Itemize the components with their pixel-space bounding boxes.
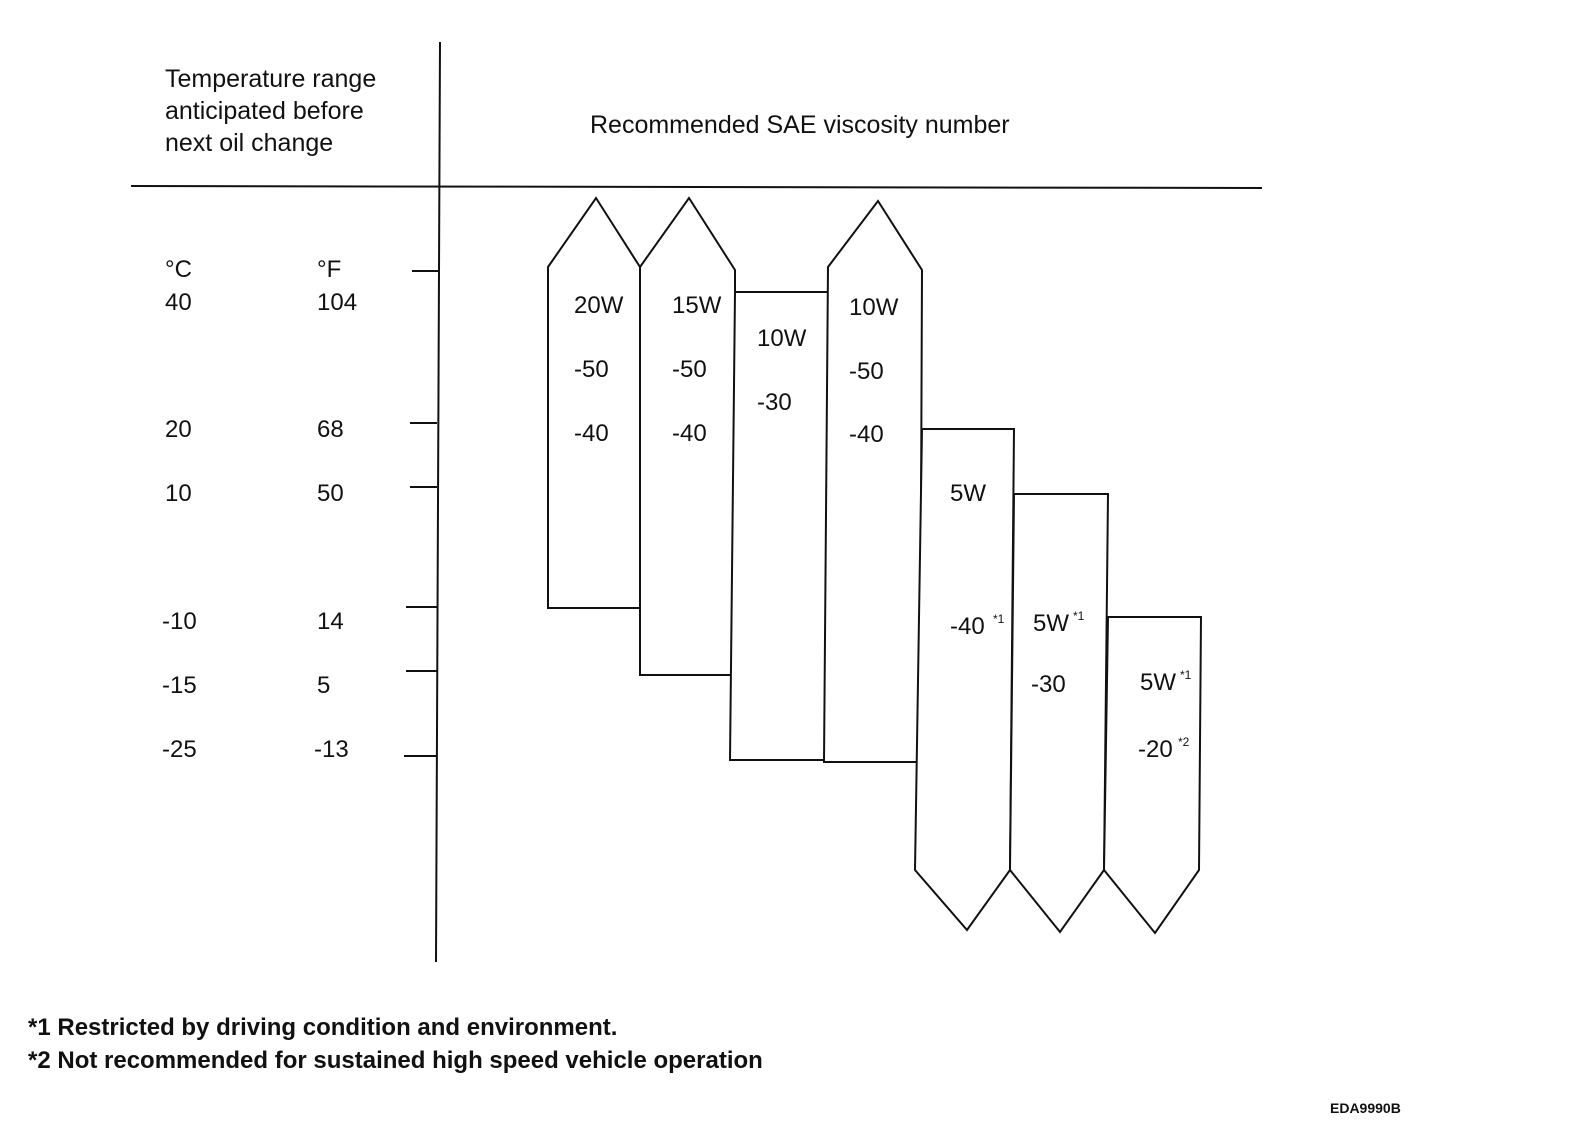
- scale-fahrenheit-104: 104: [317, 289, 358, 316]
- scale-divider-line: [436, 42, 440, 962]
- grade-10w-50: -50: [849, 358, 884, 385]
- grade-5w-20: -20: [1138, 736, 1173, 763]
- grade-10w-base-b: 10W: [849, 294, 899, 321]
- figure-code: EDA9990B: [1330, 1100, 1401, 1116]
- grade-5w-40: -40: [950, 613, 985, 640]
- grade-5w-30-footnote-mark: *1: [1073, 609, 1085, 623]
- temperature-range-header-line-3: next oil change: [165, 129, 334, 157]
- celsius-unit-label: °C: [165, 256, 192, 283]
- scale-fahrenheit-68: 68: [317, 416, 344, 443]
- grade-5w-40-footnote-mark: *1: [993, 612, 1005, 626]
- grade-15w-base: 15W: [672, 292, 722, 319]
- scale-celsius-minus-15: -15: [162, 672, 197, 699]
- grade-20w-50: -50: [574, 356, 609, 383]
- grade-10w-40: -40: [849, 421, 884, 448]
- grade-5w-base-c: 5W: [1140, 669, 1176, 696]
- scale-fahrenheit-5: 5: [317, 672, 331, 699]
- footnote-2: *2 Not recommended for sustained high speed vehicle operation: [28, 1047, 763, 1074]
- footnote-1: *1 Restricted by driving condition and environment.: [28, 1014, 618, 1041]
- temperature-range-header-line-1: Temperature range: [165, 65, 377, 93]
- scale-fahrenheit-14: 14: [317, 608, 344, 635]
- grade-5w-base-b: 5W: [1033, 610, 1069, 637]
- grade-15w-50: -50: [672, 356, 707, 383]
- scale-celsius-10: 10: [165, 480, 192, 507]
- grade-15w-40: -40: [672, 420, 707, 447]
- grade-20w-50-40-range: [548, 198, 640, 608]
- grade-5w-20-footnote-mark-2: *2: [1178, 735, 1190, 749]
- grade-5w-base-a: 5W: [950, 480, 986, 507]
- grade-10w-base-a: 10W: [757, 325, 807, 352]
- grade-10w-50-40-range: [824, 201, 922, 762]
- scale-celsius-20: 20: [165, 416, 192, 443]
- fahrenheit-unit-label: °F: [317, 256, 342, 283]
- temperature-range-header-line-2: anticipated before: [165, 97, 364, 125]
- grade-5w-30: -30: [1031, 671, 1066, 698]
- grade-5w-30-range: [1010, 494, 1108, 932]
- scale-fahrenheit-50: 50: [317, 480, 344, 507]
- scale-celsius-minus-10: -10: [162, 608, 197, 635]
- grade-5w-20-range: [1104, 617, 1201, 933]
- scale-celsius-40: 40: [165, 289, 192, 316]
- grade-5w-20-footnote-mark-1: *1: [1180, 668, 1192, 682]
- grade-20w-base: 20W: [574, 292, 624, 319]
- header-divider-line: [131, 186, 1262, 188]
- grade-10w-30-range: [730, 292, 828, 760]
- grade-10w-30: -30: [757, 389, 792, 416]
- scale-fahrenheit-minus-13: -13: [314, 736, 349, 763]
- scale-celsius-minus-25: -25: [162, 736, 197, 763]
- recommended-viscosity-header: Recommended SAE viscosity number: [590, 111, 1010, 139]
- grade-20w-40: -40: [574, 420, 609, 447]
